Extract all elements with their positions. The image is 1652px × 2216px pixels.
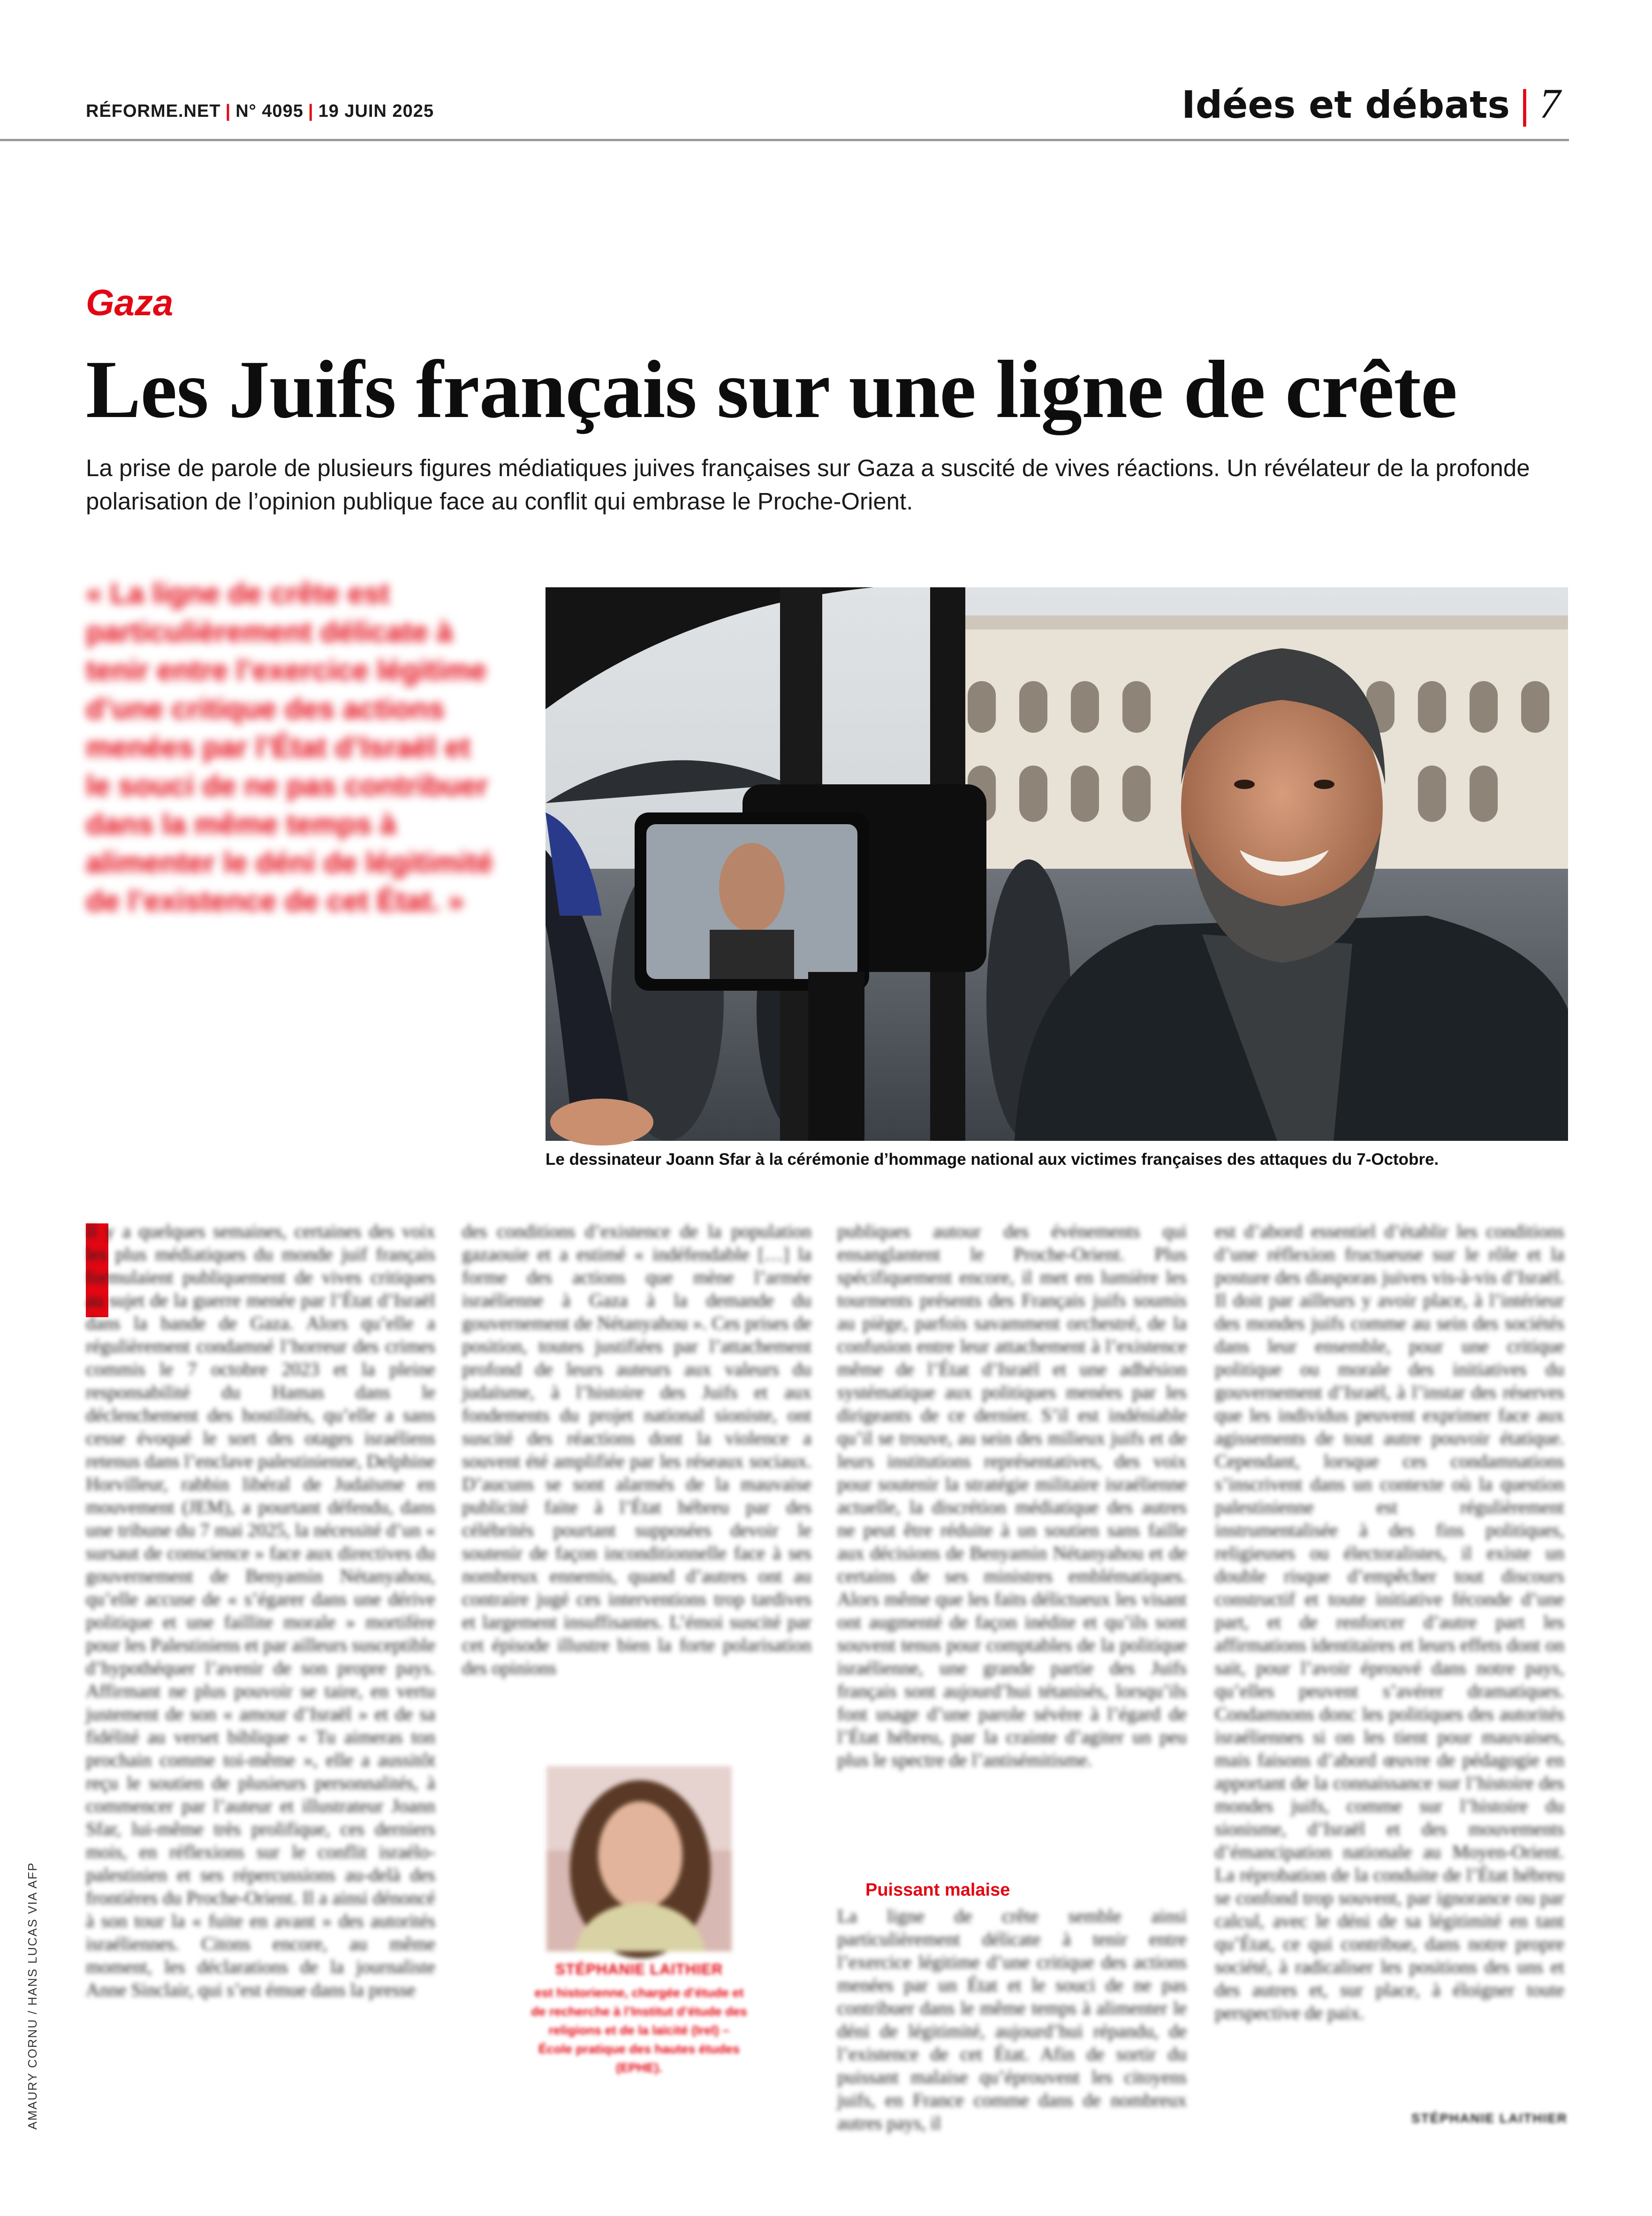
article-photo — [546, 587, 1568, 1141]
body-column-3-end — [837, 1879, 1187, 2133]
body-column-3: publiques autour des événements qui ensanglantent le Proche-Orient. Plus spécifiquement encore, il met en lumière les tourments présents des Français juifs soumis au piège, parfois savamment orchestré, de la confusion entre leur attachement à l’existence même de l’État d’Israël et une adhésion systématique aux politiques menées par les dirigeants de ce dernier. S’il est indéniable qu’il se trouve, au sein des milieux juifs et de leurs institutions représentatives, des voix pour soutenir la stratégie militaire israélienne actuelle, la discrétion médiatique des autres ne peut être réduite à un soutien sans faille aux décisions de Benyamin Nétanyahou et de certains de ses ministres emblématiques. Alors même que les faits délictueux les visant ont augmenté de façon inédite et qu’ils sont souvent tenus pour comptables de la politique israélienne, une grande partie des Juifs français sont aujourd’hui tétanisés, lorsqu’ils font usage d’une parole sévère à l’égard de l’État hébreu, par la crainte d’agiter un peu plus le spectre de l’antisémitisme. — [837, 1221, 1187, 1770]
section-name: Idées et débats — [1182, 83, 1510, 127]
issue-number: N° 4095 — [235, 101, 303, 121]
site-name: RÉFORME.NET — [86, 101, 221, 121]
separator: | — [1518, 83, 1531, 127]
author-avatar — [546, 1766, 732, 1951]
article-kicker: Gaza — [86, 282, 174, 323]
article-title: Les Juifs français sur une ligne de crête — [86, 344, 1457, 435]
photo-caption: Le dessinateur Joann Sfar à la cérémonie d’hommage national aux victimes françaises des attaques du 7-Octobre. — [546, 1150, 1439, 1169]
body-column-2: des conditions d’existence de la population gazaouie et a estimé « indéfendable […] la forme des actions que mène l’armée israélienne à Gaza à la demande du gouvernement de Nétanyahou ». Ces prises de position, toutes justifiées par l’attachement profond de leurs auteurs aux valeurs du judaïsme, à l’histoire des Juifs et aux fondements du projet national sioniste, ont suscité des réactions dont la violence a souvent été amplifiée par les réseaux sociaux. D’aucuns se sont alarmés de la mauvaise publicité faite à l’État hébreu par des célébrités pourtant supposées devoir le soutenir de façon inconditionnelle face à ses nombreux ennemis, quand d’autres ont au contraire jugé ces interventions trop tardives et largement insuffisantes. L’émoi suscité par cet épisode illustre bien la forte polarisation des opinions — [462, 1221, 811, 1678]
section-header — [1182, 80, 1561, 128]
photo-illustration — [546, 587, 1568, 1141]
author-name: STÉPHANIE LAITHIER — [555, 1961, 723, 1978]
pull-quote: « La ligne de crête est particulièrement délicate à tenir entre l’exercice légitime d’une critique des actions menées par l’État d’Israël et le souci de ne pas contribuer dans la même temps à alimenter le déni de légitimité de l’existence de cet État. » — [86, 577, 493, 918]
author-bio: est historienne, chargée d’étude et de recherche à l’Institut d’étude des religions et de la laïcité (Irel) – École pratique des hautes études (EPHE). — [531, 1986, 747, 2075]
body-paragraph: La ligne de crête semble ainsi particulièrement délicate à tenir entre l’exercice légitime d’une critique des actions menées par un État et le souci de ne pas contribuer dans le même temps à alimenter le déni de légitimité, aujourd’hui répandu, de l’existence de cet État. Afin de sortir du puissant malaise qu’éprouvent les citoyens juifs, en France comme dans de nombreux autres pays, il — [837, 1905, 1187, 2133]
separator: | — [225, 101, 231, 121]
separator: | — [308, 101, 314, 121]
article-standfirst: La prise de parole de plusieurs figures médiatiques juives françaises sur Gaza a suscité de vives réactions. Un révélateur de la profonde polarisation de l’opinion publique face au conflit qui embrase le Proche-Orient. — [86, 455, 1530, 515]
issue-date: 19 JUIN 2025 — [318, 101, 434, 121]
body-column-4: est d’abord essentiel d’établir les conditions d’une réflexion fructueuse sur le rôle et la posture des diasporas juives vis-à-vis d’Israël. Il doit par ailleurs y avoir place, à l’intérieur des mondes juifs comme au sein des sociétés dans leur ensemble, pour une critique politique ou morale des initiatives du gouvernement d’Israël, à l’instar des réserves que les individus peuvent exprimer face aux agissements de tout autre pouvoir étatique. Cependant, lorsque ces condamnations s’inscrivent dans un contexte où la question palestinienne est régulièrement instrumentalisée à des fins politiques, religieuses ou électoralistes, il existe un double risque d’empêcher tout discours constructif et toute initiative féconde d’une part, et de renforcer d’autre part les affirmations identitaires et leurs effets dont on sait, pour l’avoir éprouvé dans notre pays, qu’elles peuvent s’avérer dramatiques. Condamnons donc les politiques des autorités israéliennes si on les tient pour mauvaises, mais faisons d’abord œuvre de pédagogie en apportant de la connaissance sur l’histoire des mondes juifs, comme sur l’histoire du sionisme, d’Israël et des mouvements d’émancipation nationale au Moyen-Orient. La réprobation de la conduite de l’État hébreu se confond trop souvent, par ignorance ou par calcul, avec le déni de sa légitimité en tant qu’État, ce qui contribue, dans notre propre société, à radicaliser les positions des uns et des autres et, sur place, à éloigner toute perspective de paix. — [1215, 1221, 1564, 2023]
photo-credit: AMAURY CORNU / HANS LUCAS VIA AFP — [25, 1862, 39, 2130]
header-rule — [0, 139, 1569, 141]
article-signature: STÉPHANIE LAITHIER — [1411, 2111, 1568, 2125]
body-column-1: Il y a quelques semaines, certaines des voix les plus médiatiques du monde juif français formulaient publiquement de vives critiques au sujet de la guerre menée par l’État d’Israël dans la bande de Gaza. Alors qu’elle a régulièrement condamné l’horreur des crimes commis le 7 octobre 2023 et la pleine responsabilité du Hamas dans le déclenchement des hostilités, qu’elle a sans cesse évoqué le sort des otages israéliens retenus dans l’enclave palestinienne, Delphine Horvilleur, rabbin libéral de Judaïsme en mouvement (JEM), a pourtant défendu, dans une tribune du 7 mai 2025, la nécessité d’un « sursaut de conscience » face aux directives du gouvernement de Benyamin Nétanyahou, qu’elle accuse de « s’égarer dans une dérive politique et une faillite morale » mortifère pour les Palestiniens et par ailleurs susceptible d’hypothéquer l’avenir de son propre pays. Affirmant ne plus pouvoir se taire, en vertu justement de son « amour d’Israël » et de sa fidélité au verset biblique « Tu aimeras ton prochain comme toi-même », elle a aussitôt reçu le soutien de plusieurs personnalités, à commencer par l’auteur et illustrateur Joann Sfar, lui-même très prolifique, ces derniers mois, en réflexions sur le conflit israélo-palestinien et ses répercussions au-delà des frontières du Proche-Orient. Il a ainsi dénoncé à son tour la « fuite en avant » des autorités israéliennes. Citons encore, au même moment, les déclarations de la journaliste Anne Sinclair, qui s’est émue dans la presse — [86, 1221, 435, 2000]
page-number: 7 — [1539, 81, 1561, 127]
masthead-line — [86, 101, 434, 121]
avatar-image — [546, 1766, 732, 1951]
subhead: Puissant malaise — [865, 1880, 1010, 1900]
